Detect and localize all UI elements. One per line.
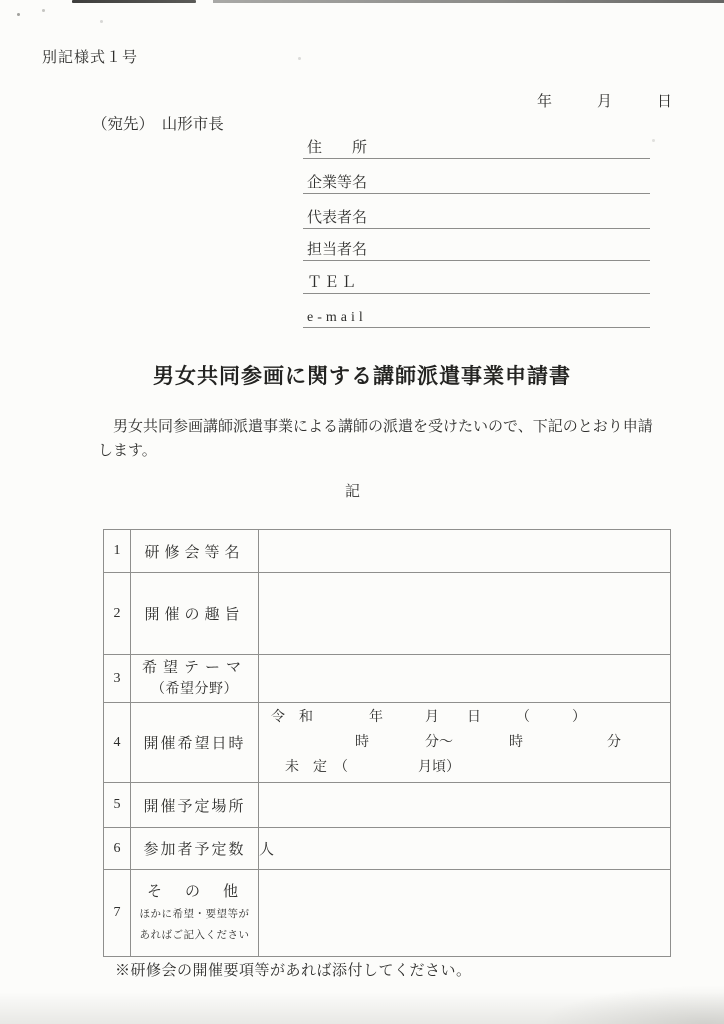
row-number: 4 — [104, 703, 131, 783]
table-row-purpose — [104, 573, 671, 655]
row-label: 開催希望日時 — [131, 703, 259, 783]
body-line-1: 男女共同参画講師派遣事業による講師の派遣を受けたいので、下記のとおり申請 — [113, 419, 653, 435]
row-value-cell — [259, 530, 671, 573]
row-label-line-1: 希望テーマ — [141, 659, 247, 676]
field-company-name — [303, 172, 650, 194]
row-label — [131, 655, 259, 703]
other-label: そ の 他 — [146, 884, 242, 900]
row-label: 開催の趣旨 — [131, 573, 259, 655]
field-representative-name — [303, 207, 650, 229]
table-row-desired-theme — [104, 655, 671, 703]
table-row-expected-participants — [104, 828, 671, 870]
row-value-cell — [259, 703, 671, 783]
datetime-line-2: 時 分～ 時 分 — [271, 735, 621, 750]
document-title: 男女共同参画に関する講師派遣事業申請書 — [153, 364, 571, 388]
scan-edge-artifact-dark — [72, 0, 196, 3]
row-label: 開催予定場所 — [131, 783, 259, 828]
table-row-desired-datetime — [104, 703, 671, 783]
row-value-cell — [259, 573, 671, 655]
field-tel-label: ＴＥＬ — [307, 275, 359, 291]
field-tel — [303, 272, 650, 294]
row-number: 1 — [104, 530, 131, 573]
table-row-planned-venue — [104, 783, 671, 828]
field-representative-name-label: 代表者名 — [307, 210, 368, 226]
body-line-2: します。 — [98, 443, 157, 459]
application-table — [103, 529, 671, 957]
other-note-line-1: ほかに希望・要望等が — [139, 909, 250, 920]
footnote: ※研修会の開催要項等があれば添付してください。 — [115, 963, 472, 979]
field-contact-person-name — [303, 239, 650, 261]
row-value-cell — [259, 655, 671, 703]
other-note-line-2: あればご記入ください — [139, 930, 250, 941]
field-email-label: e-mail — [307, 310, 367, 325]
row-value-cell — [259, 828, 671, 870]
row-label — [131, 870, 259, 957]
row-label-line-2: （希望分野） — [151, 681, 238, 697]
field-email — [303, 306, 650, 328]
scan-speck — [298, 57, 301, 60]
date-line: 年 月 日 — [537, 94, 673, 110]
table-row-seminar-name — [104, 530, 671, 573]
record-marker: 記 — [345, 484, 361, 500]
row-label: 参加者予定数 — [131, 828, 259, 870]
row-number: 5 — [104, 783, 131, 828]
field-address-label: 住 所 — [307, 140, 368, 156]
row-number: 2 — [104, 573, 131, 655]
row-number: 6 — [104, 828, 131, 870]
addressee: （宛先） 山形市長 — [92, 116, 224, 133]
row-number: 3 — [104, 655, 131, 703]
body-paragraph — [98, 415, 653, 463]
datetime-line-1: 令 和 年 月 日 （ ） — [271, 710, 586, 725]
table-row-other — [104, 870, 671, 957]
scan-speck — [42, 9, 45, 12]
scan-speck — [652, 139, 655, 142]
field-address — [303, 137, 650, 159]
row-value-cell — [259, 783, 671, 828]
scan-corner-shade — [540, 985, 724, 1024]
form-number: 別記様式１号 — [42, 50, 139, 66]
row-value-cell — [259, 870, 671, 957]
row-number: 7 — [104, 870, 131, 957]
scan-edge-artifact-light — [213, 0, 724, 3]
row-label: 研修会等名 — [131, 530, 259, 573]
field-contact-person-name-label: 担当者名 — [307, 242, 368, 258]
datetime-line-3: 未 定 （ 月頃） — [271, 760, 460, 775]
participants-unit: 人 — [259, 842, 275, 858]
scan-speck — [17, 13, 20, 16]
scan-speck — [100, 20, 103, 23]
field-company-name-label: 企業等名 — [307, 175, 368, 191]
